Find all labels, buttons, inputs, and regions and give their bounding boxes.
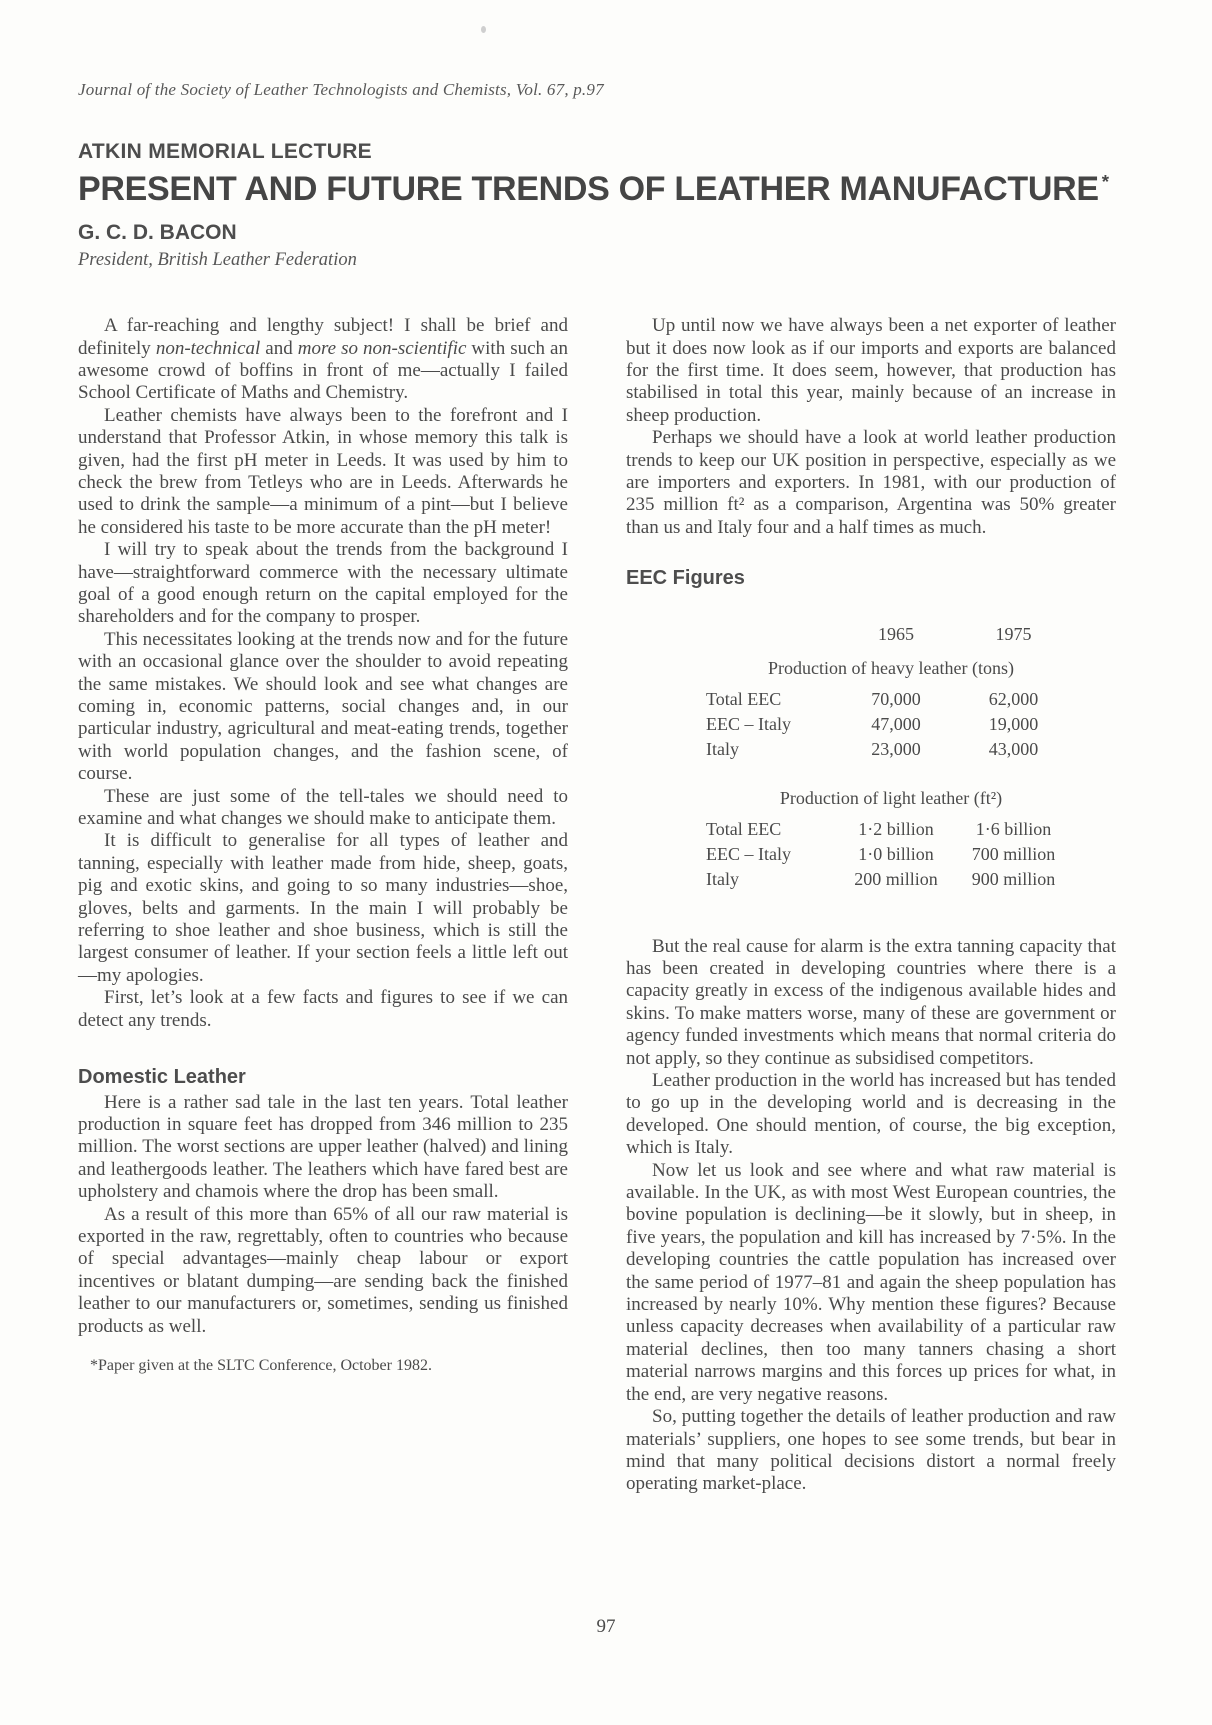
paragraph: As a result of this more than 65% of all our raw material is exported in the raw, regrettably, often to countries who because of special advantages—mainly cheap labour or export incentives or blatant dumping—are sending back the finished leather to our manufacturers or, sometimes, sending us finished products as well. (78, 1203, 568, 1337)
left-intro-paragraphs (78, 315, 568, 1032)
table-value-1975: 19,000 (988, 713, 1039, 734)
table-value-1965: 23,000 (871, 738, 921, 759)
table-row (706, 712, 1116, 737)
article-title (78, 170, 1116, 209)
table-value-1975: 700 million (971, 843, 1056, 864)
paragraph: Leather chemists have always been to the forefront and I understand that Professor Atkin, in whose memory this talk is given, had the first pH meter in Leeds. It was used by him to check the brew from Tetleys who are in Leeds. Afterwards he used to drink the sample—a minimum of a pint—but I believe he considered his taste to be more accurate than the pH meter! (78, 404, 568, 538)
page-content (78, 80, 1116, 1496)
table-value-1965: 200 million (854, 868, 938, 889)
paragraph: So, putting together the details of leather production and raw materials’ suppliers, one hopes to see some trends, but bear in mind that many political decisions distort a normal freely operating market-place. (626, 1406, 1116, 1495)
article-title-text: PRESENT AND FUTURE TRENDS OF LEATHER MANUFACTURE (78, 170, 1099, 208)
title-footnote-marker: * (1101, 170, 1109, 192)
eec-table (706, 622, 1116, 892)
paragraph: Leather production in the world has increased but has tended to go up in the developing world and is decreasing in the developed. One should mention, of course, the big exception, which is Italy. (626, 1070, 1116, 1159)
paragraph: Now let us look and see where and what raw material is available. In the UK, as with most West European countries, the bovine population is declining—be it slowly, but in sheep, in five years, the population and kill has increased by 7·5%. In the developing countries the cattle population has increased over the same period of 1977–81 and again the sheep population has increased by nearly 10%. Why mention these figures? Because unless capacity decreases when availability of a particular raw material declines, then too many tanners chasing a short material narrows margins and this forces up prices for what, in the end, are very negative reasons. (626, 1159, 1116, 1405)
footnote: *Paper given at the SLTC Conference, October 1982. (90, 1356, 432, 1374)
table-row-label: EEC – Italy (706, 843, 791, 864)
year-header-1975: 1975 (995, 623, 1032, 644)
table-row-label: Italy (706, 738, 739, 759)
right-after-table-paragraphs (626, 936, 1116, 1496)
table-caption-light-leather: Production of light leather (ft²) (779, 787, 1003, 808)
paragraph: First, let’s look at a few facts and figures to see if we can detect any trends. (78, 987, 568, 1031)
table-row-label: Italy (706, 868, 739, 889)
right-column (626, 315, 1116, 1496)
paragraph: These are just some of the tell-tales we should need to examine and what changes we should make to anticipate them. (78, 785, 568, 830)
paragraph: Perhaps we should have a look at world leather production trends to keep our UK position in perspective, especially as we are importers and exporters. In 1981, with our production of 235 million ft² as a comparison, Argentina was 50% greater than us and Italy four and a half times as much. (626, 427, 1116, 538)
section-heading-eec-figures: EEC Figures (626, 567, 745, 590)
table-row (706, 867, 1116, 892)
table-value-1965: 1·2 billion (858, 818, 934, 839)
section-heading-domestic-leather: Domestic Leather (78, 1066, 246, 1089)
table-value-1965: 70,000 (871, 688, 921, 709)
table-value-1975: 62,000 (988, 688, 1039, 709)
table-row (706, 817, 1116, 842)
year-header-1965: 1965 (878, 623, 914, 644)
author-affiliation: President, British Leather Federation (78, 250, 357, 271)
table-row (706, 737, 1116, 762)
left-column (78, 315, 568, 1496)
table-row (706, 687, 1116, 712)
journal-citation: Journal of the Society of Leather Technologists and Chemists, Vol. 67, p.97 (78, 80, 604, 99)
table-year-header-row (706, 622, 1116, 647)
paragraph: Here is a rather sad tale in the last ten years. Total leather production in square feet has dropped from 346 million to 235 million. The worst sections are upper leather (halved) and lining and leathergoods leather. The leathers which have fared best are upholstery and chamois where the drop has been small. (78, 1091, 568, 1203)
paragraph: I will try to speak about the trends from the background I have—straightforward commerce with the necessary ultimate goal of a good enough return on the capital employed for the shareholders and for the company to prosper. (78, 539, 568, 628)
author-name: G. C. D. BACON (78, 221, 237, 245)
paragraph: A far-reaching and lengthy subject! I shall be brief and definitely non-technical and more so non-scientific with such an awesome crowd of boffins in front of me—actually I failed School Certificate of Maths and Chemistry. (78, 315, 568, 404)
table-value-1965: 1·0 billion (858, 843, 934, 864)
lecture-kicker: ATKIN MEMORIAL LECTURE (78, 140, 372, 163)
table-caption-heavy-leather: Production of heavy leather (tons) (768, 657, 1014, 678)
table-row-label: EEC – Italy (706, 713, 791, 734)
domestic-leather-paragraphs (78, 1092, 568, 1338)
table-row-label: Total EEC (706, 688, 782, 709)
table-value-1975: 43,000 (988, 738, 1039, 759)
table-value-1975: 1·6 billion (975, 818, 1052, 839)
page-number: 97 (596, 1616, 616, 1637)
table-empty-cell (706, 622, 841, 647)
paragraph: Up until now we have always been a net exporter of leather but it does now look as if our imports and exports are balanced for the first time. It does seem, however, that production has stabilised in total this year, mainly because of an increase in sheep production. (626, 315, 1116, 426)
table-value-1975: 900 million (971, 868, 1056, 889)
table-row (706, 842, 1116, 867)
paragraph: But the real cause for alarm is the extra tanning capacity that has been created in developing countries where there is a capacity greatly in excess of the indigenous available hides and skins. To make matters worse, many of these are government or agency funded investments which means that normal criteria do not apply, so they continue as subsidised competitors. (626, 935, 1116, 1069)
paragraph: It is difficult to generalise for all types of leather and tanning, especially with leather made from hide, sheep, goats, pig and exotic skins, and going to so many industries—shoe, gloves, belts and garments. In the main I will probably be referring to shoe leather and shoe business, which is still the largest consumer of leather. If your section feels a little left out—my apologies. (78, 830, 568, 986)
paragraph: This necessitates looking at the trends now and for the future with an occasional glance over the shoulder to avoid repeating the same mistakes. We should look and see what changes are coming in, economic patterns, social changes and, in our particular industry, agricultural and meat-eating trends, together with world population changes, and the fashion scene, of course. (78, 628, 568, 785)
two-column-body (78, 315, 1116, 1496)
table-value-1965: 47,000 (871, 713, 921, 734)
table-row-label: Total EEC (706, 818, 782, 839)
scan-artifact (481, 26, 486, 33)
right-intro-paragraphs (626, 315, 1116, 539)
